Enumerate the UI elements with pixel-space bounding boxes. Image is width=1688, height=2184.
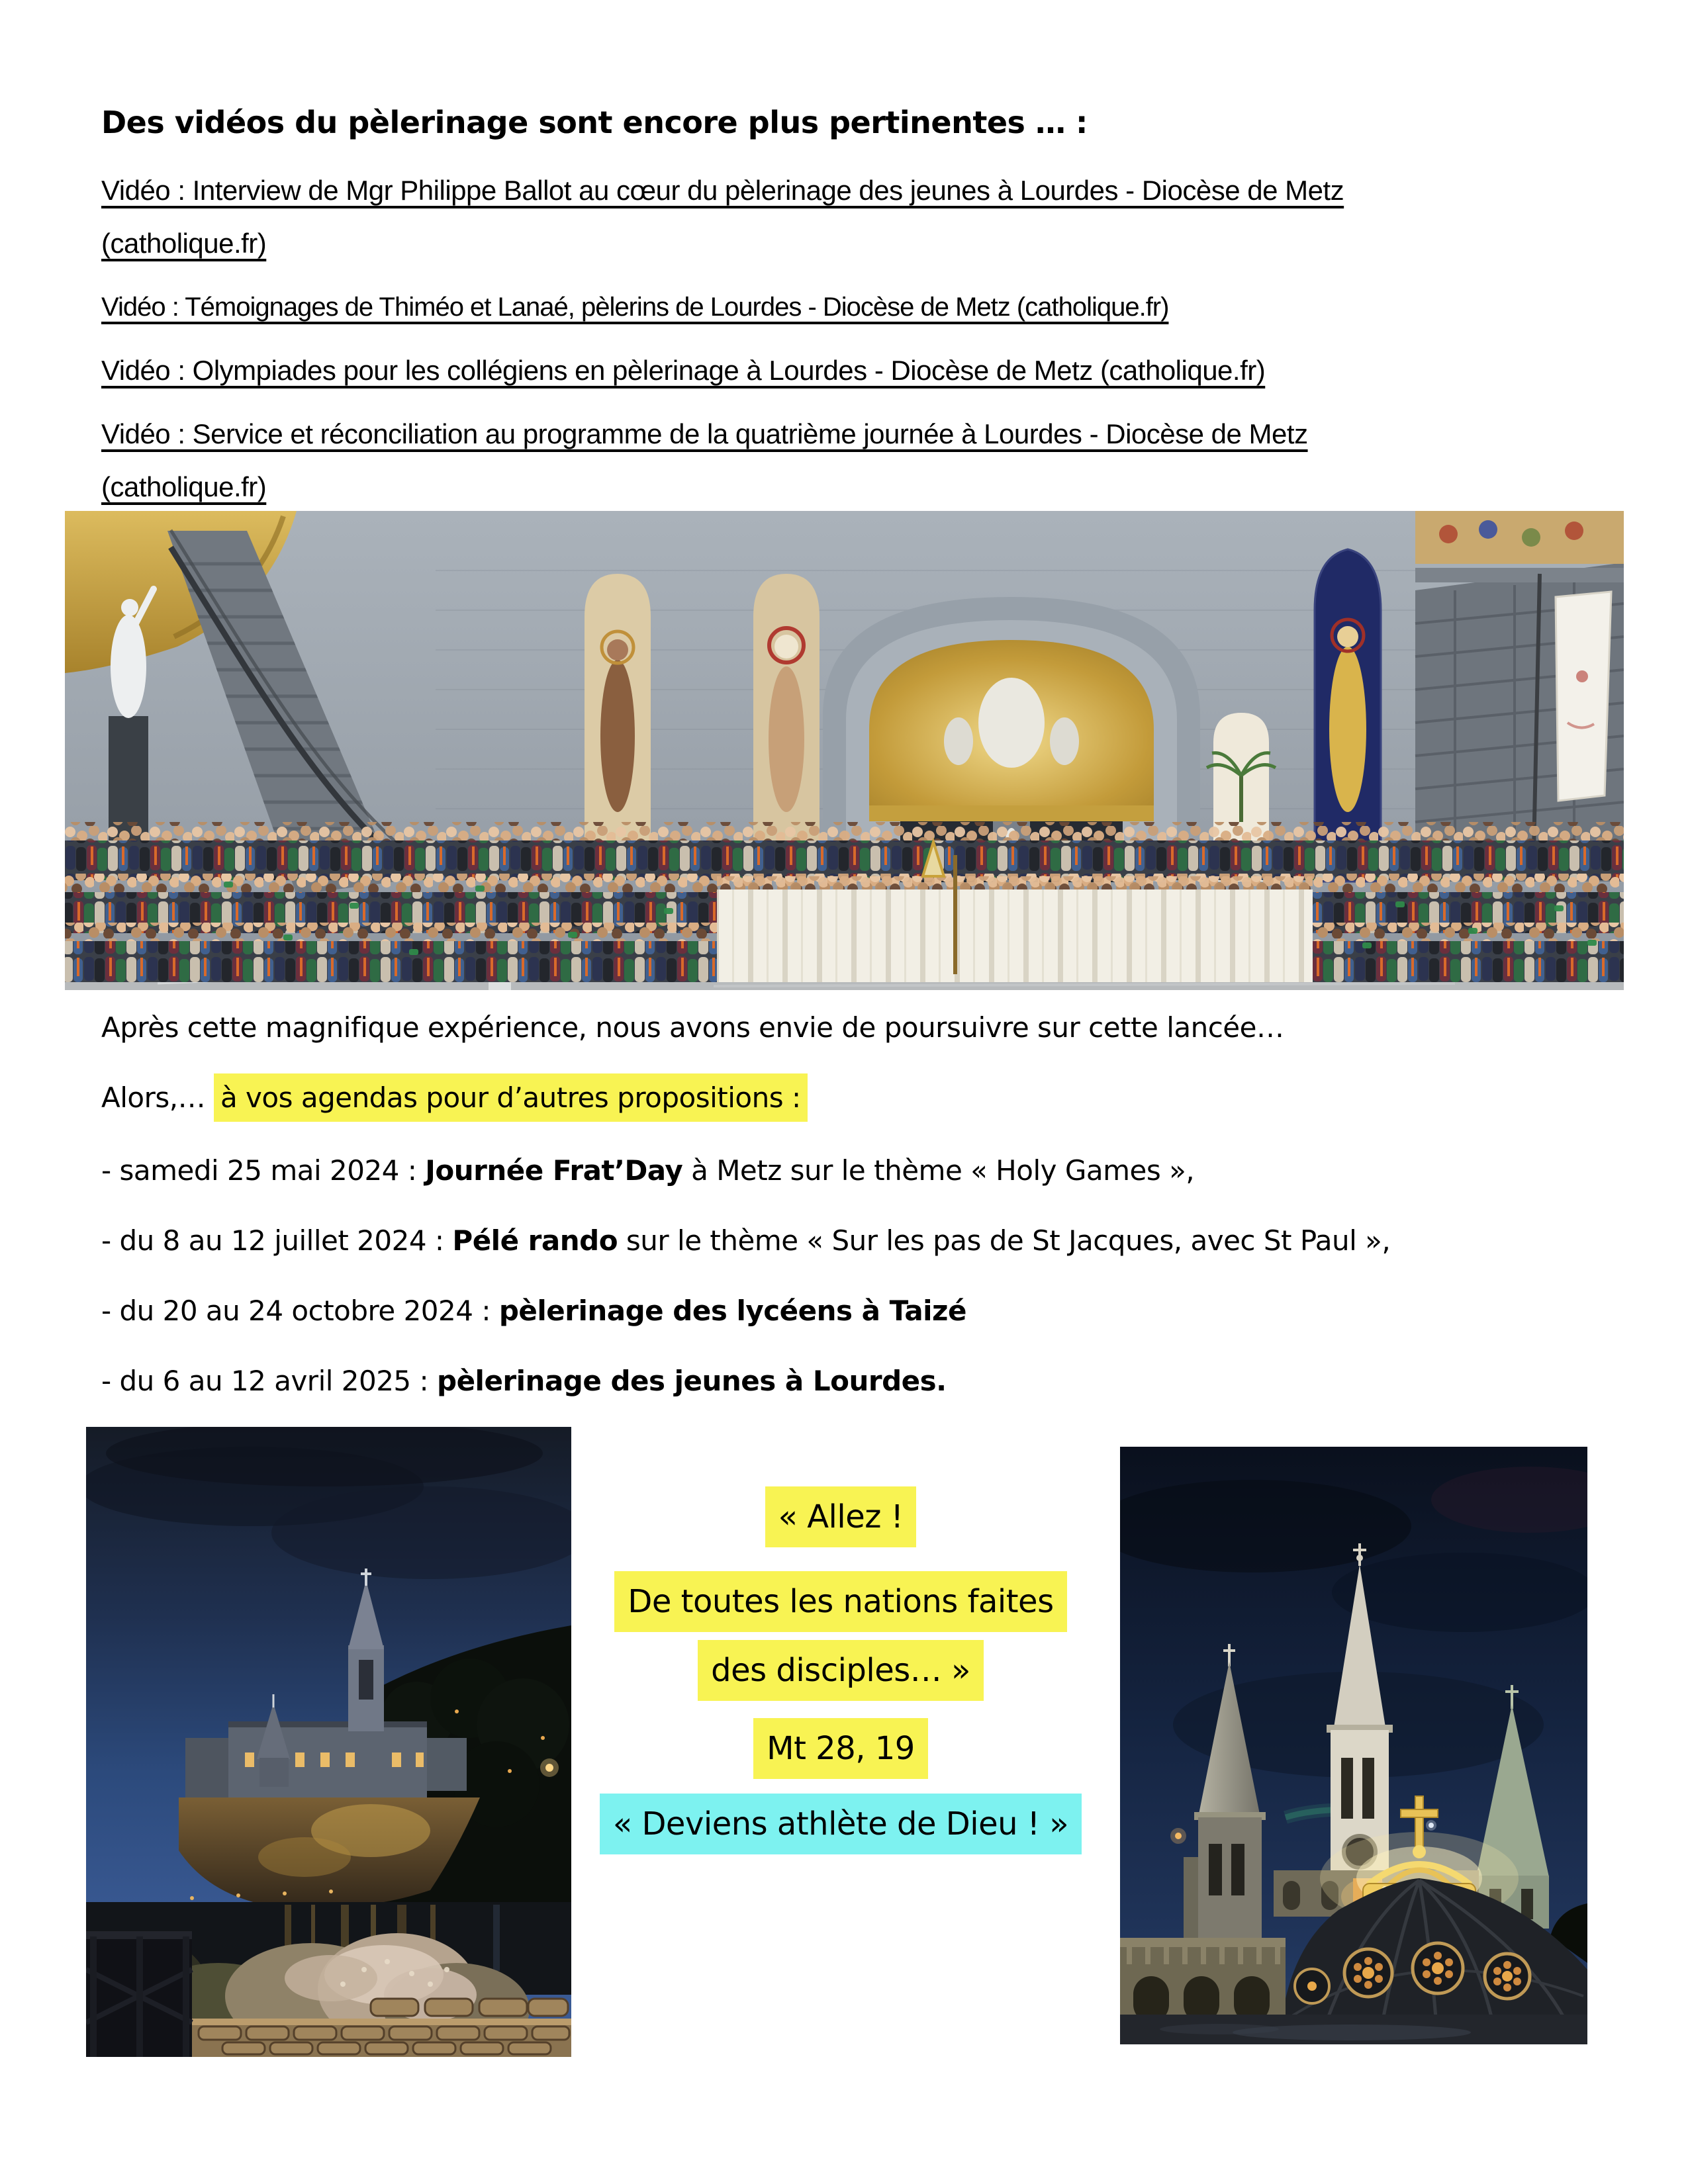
agenda-item-pele-rando: [101, 1219, 1390, 1263]
quote-disciples-text: des disciples… »: [698, 1640, 984, 1701]
agenda-item-fratday: [101, 1149, 1194, 1193]
video-link-line: (catholique.fr): [101, 471, 267, 502]
quote-reference-text: Mt 28, 19: [753, 1718, 928, 1779]
agenda-item-taize: [101, 1289, 966, 1333]
video-link-service[interactable]: [101, 408, 1637, 514]
night-photo-left: [86, 1427, 571, 2057]
quote-allez: [556, 1486, 1125, 1547]
agenda-item-suffix: sur le thème « Sur les pas de St Jacques, avec St Paul »,: [618, 1224, 1391, 1257]
video-link-line: Vidéo : Service et réconciliation au programme de la quatrième journée à Lourdes - Diocèse de Metz: [101, 418, 1308, 449]
video-link-line: Vidéo : Témoignages de Thiméo et Lanaé, pèlerins de Lourdes - Diocèse de Metz (catholique.fr): [101, 293, 1169, 322]
agenda-item-event: pèlerinage des jeunes à Lourdes.: [437, 1365, 947, 1397]
video-link-line: (catholique.fr): [101, 228, 267, 259]
video-link-interview[interactable]: [101, 164, 1637, 270]
agenda-item-suffix: à Metz sur le thème « Holy Games »,: [682, 1154, 1195, 1187]
video-links-list: [101, 164, 1637, 524]
quote-slogan: [556, 1794, 1125, 1854]
paragraph-experience-text: Après cette magnifique expérience, nous avons envie de poursuivre sur cette lancée…: [101, 1011, 1284, 1044]
quote-slogan-text: « Deviens athlète de Dieu ! »: [600, 1794, 1082, 1854]
paragraph-experience: [101, 1006, 1284, 1050]
page-title: Des vidéos du pèlerinage sont encore plus pertinentes … :: [101, 105, 1088, 140]
video-link-line: Vidéo : Olympiades pour les collégiens en pèlerinage à Lourdes - Diocèse de Metz (catholique.fr): [101, 355, 1266, 386]
paragraph-agendas-prefix: Alors,…: [101, 1081, 214, 1114]
agenda-item-prefix: - du 6 au 12 avril 2025 :: [101, 1365, 437, 1397]
agenda-item-event: pèlerinage des lycéens à Taizé: [498, 1295, 966, 1327]
quote-nations-text: De toutes les nations faites: [614, 1571, 1066, 1632]
night-photo-right: [1120, 1447, 1587, 2044]
paragraph-agendas: [101, 1076, 808, 1120]
video-link-olympiades[interactable]: [101, 344, 1637, 397]
agenda-item-event: Pélé rando: [452, 1224, 618, 1257]
agenda-item-prefix: - samedi 25 mai 2024 :: [101, 1154, 426, 1187]
paragraph-agendas-highlight: à vos agendas pour d’autres propositions :: [214, 1073, 808, 1122]
quote-block: [556, 1486, 1125, 1854]
agenda-item-prefix: - du 20 au 24 octobre 2024 :: [101, 1295, 499, 1327]
video-link-line: Vidéo : Interview de Mgr Philippe Ballot au cœur du pèlerinage des jeunes à Lourdes - Diocèse de Metz: [101, 175, 1344, 206]
quote-reference: [556, 1718, 1125, 1779]
group-photo: [65, 511, 1624, 990]
quote-allez-text: « Allez !: [765, 1486, 917, 1547]
quote-nations: [556, 1571, 1125, 1632]
video-link-temoignages[interactable]: [101, 281, 1637, 334]
agenda-item-lourdes-2025: [101, 1359, 947, 1403]
quote-disciples: [556, 1640, 1125, 1701]
agenda-item-prefix: - du 8 au 12 juillet 2024 :: [101, 1224, 453, 1257]
agenda-item-event: Journée Frat’Day: [425, 1154, 683, 1187]
